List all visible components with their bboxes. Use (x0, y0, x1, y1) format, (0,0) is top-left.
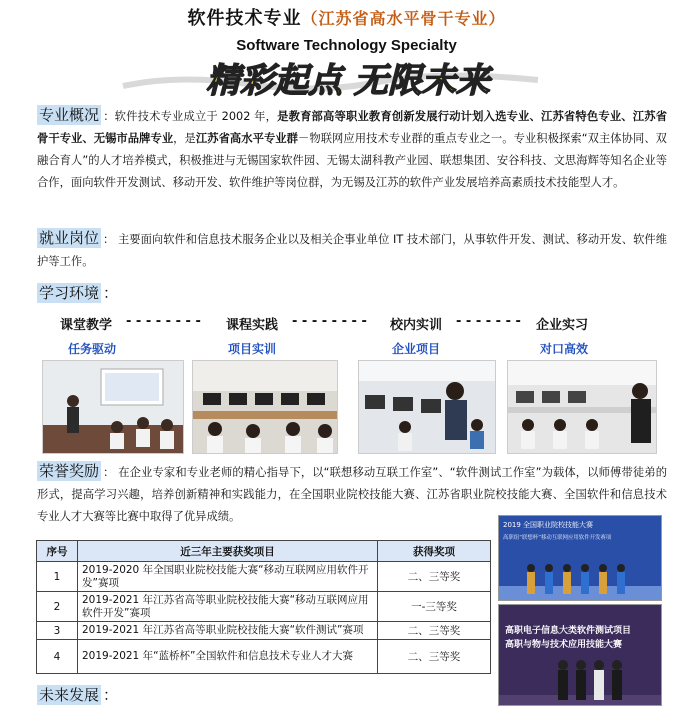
header-item: 近三年主要获奖项目 (78, 541, 378, 562)
honor-heading: 荣誉奖励 (39, 462, 100, 480)
flow-step-internship: 企业实习 (536, 318, 589, 333)
honor-text: ： 在企业专家和专业老师的精心指导下，以“联想移动互联工作室”、“软件测试工作室”为载体，以师傅带徒弟的形式，提高学习兴趣，培养创新精神和实践能力，在全国职业院校技能大赛、江苏省职业院校技能大赛、全国软件和信息技术专业人才大赛等比赛中取得了优异成绩。 (37, 466, 667, 523)
photo1-caption-1: 2019 全国职业院校技能大赛 (503, 521, 594, 529)
table-row (37, 640, 491, 674)
overview-section (37, 105, 667, 194)
internship-photo (507, 360, 657, 454)
photo1-people (499, 556, 661, 600)
slogan-text: 精彩起点 无限未来 (206, 61, 490, 101)
overview-heading: 专业概况 (39, 106, 100, 124)
future-section-heading (37, 684, 118, 705)
flow-dashes-3: - - - - - - - (456, 314, 521, 329)
jobs-section (37, 228, 667, 273)
learning-section-heading (37, 282, 118, 303)
slogan-banner (118, 56, 578, 102)
learning-colon: ： (103, 284, 119, 302)
overview-bold-1: 是教育部高等职业教育创新发展行动计划入选专业、江苏省特色专业、江苏省骨干专业、无锡市品牌专业 (37, 110, 667, 145)
header-no: 序号 (37, 541, 78, 562)
english-title: Software Technology Specialty (236, 37, 457, 54)
header-award: 获得奖项 (378, 541, 491, 562)
sublabel-enterprise-project: 企业项目 (392, 342, 441, 356)
row-no: 4 (37, 640, 78, 674)
row-award: 二、三等奖 (378, 622, 491, 640)
jobs-text: ： 主要面向软件和信息技术服务企业以及相关企事业单位 IT 技术部门，从事软件开发、测试、移动开发、软件维护等工作。 (37, 233, 667, 268)
sublabel-task-driven: 任务驱动 (68, 342, 117, 356)
overview-bold-2: 江苏省高水平专业群 (195, 132, 299, 145)
row-no: 1 (37, 562, 78, 592)
awards-table (36, 540, 491, 674)
table-header-row (37, 541, 491, 562)
photo2-people (499, 655, 661, 705)
flow-dashes-1: - - - - - - - - (126, 314, 201, 329)
flow-step-classroom: 课堂教学 (60, 318, 113, 333)
learning-heading: 学习环境 (39, 284, 100, 302)
table-row (37, 592, 491, 622)
future-colon: ： (103, 686, 119, 704)
row-item: 2019-2020 年全国职业院校技能大赛“移动互联网应用软件开发”赛项 (78, 562, 378, 592)
future-heading: 未来发展 (39, 686, 100, 704)
course-practice-photo (192, 360, 338, 454)
page-title (0, 4, 693, 30)
learning-flow (60, 314, 620, 332)
photo2-caption-1: 高职电子信息大类软件测试项目 (505, 626, 632, 636)
competition-photo-1 (498, 515, 662, 601)
sublabel-efficient-match: 对口高效 (540, 342, 589, 356)
flow-dashes-2: - - - - - - - - (292, 314, 367, 329)
photo1-caption-2: 高职组“联想杯”移动互联网应用软件开发赛项 (503, 534, 612, 541)
row-no: 3 (37, 622, 78, 640)
title-main: 软件技术专业 (187, 8, 302, 29)
overview-text-2: ，是 (173, 132, 196, 145)
table-row (37, 622, 491, 640)
row-no: 2 (37, 592, 78, 622)
photo2-caption-2: 高职与物与技术应用技能大赛 (505, 640, 623, 650)
classroom-photo (42, 360, 184, 454)
title-subtitle: （江苏省高水平骨干专业） (301, 9, 506, 28)
row-award: 一-三等奖 (378, 592, 491, 622)
overview-text-1: ：软件技术专业成立于 2002 年， (103, 110, 278, 123)
sublabel-project-training: 项目实训 (228, 342, 277, 356)
overview-text-3: －物联网应用技术专业群的重点专业之一。专业积极探索“双主体协同、双融合育人”的人才培养模式，积极推进与无锡国家软件园、无锡太湖科教产业园、联想集团、安谷科技、文思海辉等知名企业等合作，面向软件开发测试、移动开发、软件维护等岗位群，为无锡及江苏的软件产业发展培养高素质技术技能型人才。 (37, 132, 667, 189)
competition-photo-2 (498, 604, 662, 706)
table-row (37, 562, 491, 592)
flow-step-campus-training: 校内实训 (390, 318, 443, 333)
flow-step-course-practice: 课程实践 (226, 318, 279, 333)
row-item: 2019-2021 年江苏省高等职业院校技能大赛“移动互联网应用软件开发”赛项 (78, 592, 378, 622)
jobs-heading: 就业岗位 (39, 229, 100, 247)
row-item: 2019-2021 年“蓝桥杯”全国软件和信息技术专业人才大赛 (78, 640, 378, 674)
row-item: 2019-2021 年江苏省高等职业院校技能大赛“软件测试”赛项 (78, 622, 378, 640)
campus-training-photo (358, 360, 496, 454)
row-award: 二、三等奖 (378, 640, 491, 674)
row-award: 二、三等奖 (378, 562, 491, 592)
